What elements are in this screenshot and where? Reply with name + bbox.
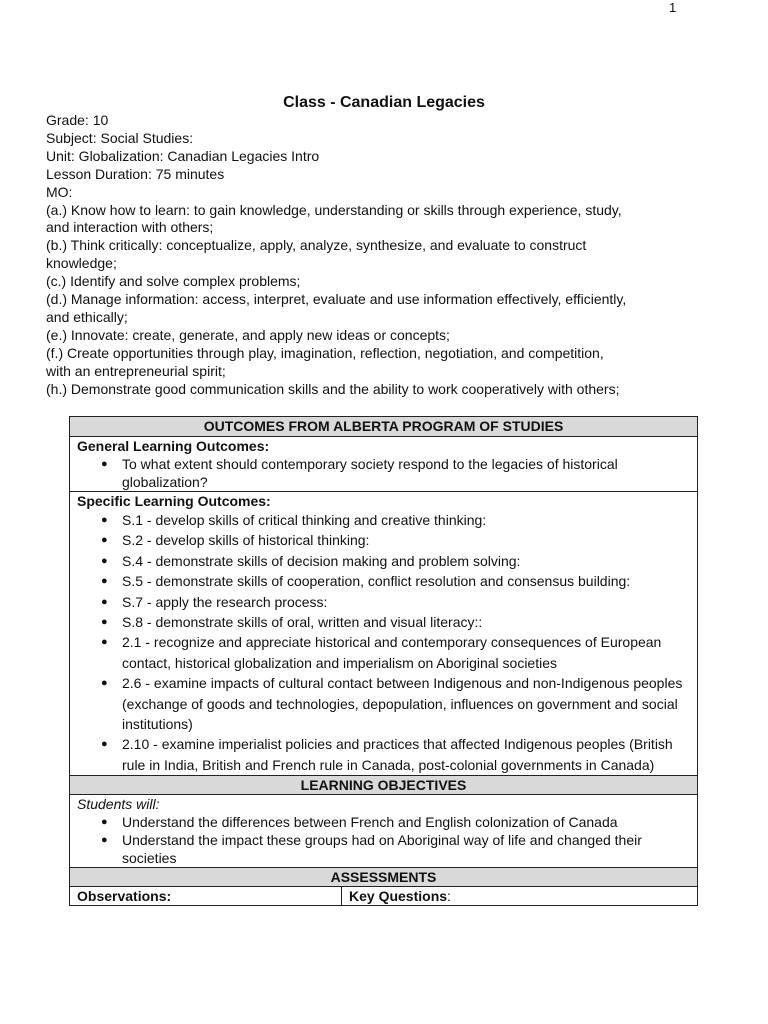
list-item [77, 734, 697, 775]
observations-label: Observations: [70, 887, 342, 905]
meta-line: Lesson Duration: 75 minutes [46, 165, 225, 182]
list-item-text: 2.6 - examine impacts of cultural contact between Indigenous and non-Indigenous peoples (exchange of goods and technologies, depopulation, influences on government and social institutions) [122, 675, 683, 733]
page-number: 1 [669, 0, 677, 15]
specific-outcomes-list [77, 510, 697, 775]
bullet-icon: ● [101, 636, 108, 649]
bullet-icon: ● [101, 575, 108, 588]
list-item [77, 612, 697, 632]
list-item [77, 831, 697, 867]
key-questions-colon: : [447, 888, 451, 905]
bullet-icon: ● [101, 816, 108, 829]
objectives-header: LEARNING OBJECTIVES [70, 775, 697, 794]
assessments-header: ASSESSMENTS [70, 867, 697, 886]
bullet-icon: ● [101, 554, 108, 567]
lesson-plan-table [69, 416, 698, 906]
outcomes-header: OUTCOMES FROM ALBERTA PROGRAM OF STUDIES [70, 417, 697, 436]
bullet-icon: ● [101, 595, 108, 608]
list-item [77, 551, 697, 571]
list-item [77, 813, 697, 831]
list-item [77, 592, 697, 612]
specific-outcomes-label: Specific Learning Outcomes: [77, 493, 271, 509]
list-item [77, 673, 697, 734]
list-item-text: 2.1 - recognize and appreciate historical and contemporary consequences of European contact, historical globalization and imperialism on Aboriginal societies [122, 634, 662, 671]
meta-line: (e.) Innovate: create, generate, and apply new ideas or concepts; [46, 326, 450, 343]
document-title: Class - Canadian Legacies [283, 94, 485, 111]
list-item [77, 632, 697, 673]
meta-line: knowledge; [46, 255, 117, 272]
general-outcomes-label: General Learning Outcomes: [77, 438, 270, 454]
bullet-icon: ● [101, 677, 108, 690]
meta-line: (f.) Create opportunities through play, imagination, reflection, negotiation, and competition, [46, 344, 604, 361]
list-item-text: S.8 - demonstrate skills of oral, written and visual literacy:: [122, 614, 483, 631]
list-item-text: S.4 - demonstrate skills of decision making and problem solving: [122, 552, 521, 569]
meta-line: (b.) Think critically: conceptualize, apply, analyze, synthesize, and evaluate to construct [46, 237, 587, 254]
bullet-icon: ● [101, 514, 108, 526]
list-item-text: 2.10 - examine imperialist policies and practices that affected Indigenous peoples (British rule in India, British and French rule in Canada, post-colonial governments in Canada) [122, 736, 673, 773]
meta-line: Grade: 10 [46, 112, 109, 128]
bullet-icon: ● [101, 738, 108, 751]
bullet-icon: ● [101, 458, 108, 470]
specific-outcomes-cell [70, 491, 697, 775]
bullet-icon: ● [101, 834, 108, 847]
meta-line: and ethically; [46, 308, 128, 325]
list-item [77, 455, 697, 491]
list-item-text: S.2 - develop skills of historical thinking: [122, 532, 370, 549]
objectives-label: Students will: [77, 796, 160, 813]
meta-line: Unit: Globalization: Canadian Legacies Intro [46, 147, 320, 164]
objectives-list [77, 813, 697, 867]
list-item-text: Understand the impact these groups had on Aboriginal way of life and changed their societies [122, 832, 642, 867]
key-questions-label: Key Questions [349, 888, 448, 905]
list-item-text: To what extent should contemporary society respond to the legacies of historical globalization? [122, 456, 618, 490]
meta-line: Subject: Social Studies: [46, 129, 194, 146]
key-questions-cell [342, 887, 697, 905]
list-item-text: S.7 - apply the research process: [122, 593, 328, 610]
list-item [77, 571, 697, 591]
list-item [77, 530, 697, 550]
meta-line: MO: [46, 183, 73, 200]
objectives-cell [70, 794, 697, 867]
list-item [77, 510, 697, 530]
meta-line: (c.) Identify and solve complex problems; [46, 273, 301, 290]
assessments-row [70, 886, 697, 905]
meta-line: with an entrepreneurial spirit; [46, 362, 226, 379]
list-item-text: S.1 - develop skills of critical thinking and creative thinking: [122, 512, 487, 528]
general-outcomes-cell [70, 436, 697, 491]
general-outcomes-list [77, 455, 697, 491]
meta-line: (d.) Manage information: access, interpret, evaluate and use information effectively, efficiently, [46, 291, 627, 308]
bullet-icon: ● [101, 534, 108, 547]
meta-line: (a.) Know how to learn: to gain knowledge, understanding or skills through experience, study, [46, 201, 622, 218]
meta-line: and interaction with others; [46, 219, 214, 236]
lesson-meta [46, 112, 736, 399]
list-item-text: S.5 - demonstrate skills of cooperation, conflict resolution and consensus building: [122, 573, 631, 590]
bullet-icon: ● [101, 616, 108, 629]
meta-line: (h.) Demonstrate good communication skills and the ability to work cooperatively with others; [46, 380, 620, 397]
list-item-text: Understand the differences between French and English colonization of Canada [122, 814, 618, 831]
